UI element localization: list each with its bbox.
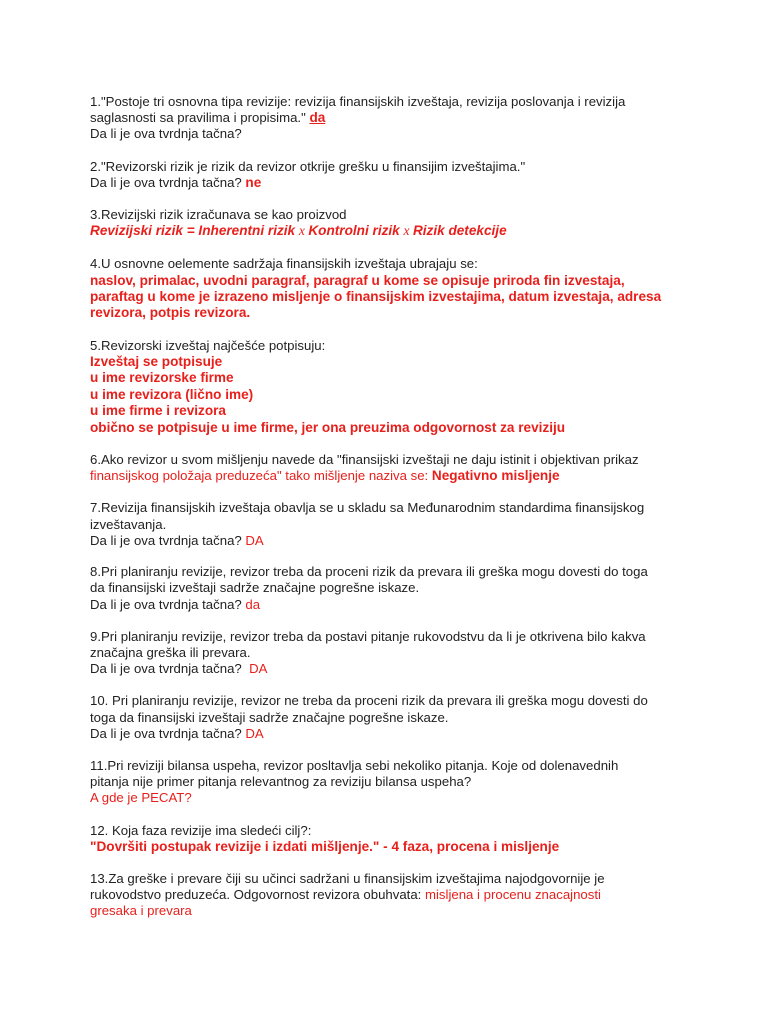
question-4-answer	[90, 273, 730, 322]
question-4-text: 4.U osnovne oelemente sadržaja finansijskih izveštaja ubrajaju se:	[90, 256, 478, 272]
question-10-text-line-1: 10. Pri planiranju revizije, revizor ne treba da proceni rizik da prevara ili greška mogu dovesti do	[90, 693, 648, 709]
question-8-answer: da	[245, 596, 261, 612]
question-11-answer: A gde je PECAT?	[90, 790, 192, 806]
question-5-answer-line-2: u ime revizorske firme	[90, 370, 234, 386]
formula-part-2: Kontrolni rizik	[308, 223, 404, 239]
question-1-text-line-1: 1."Postoje tri osnovna tipa revizije: revizija finansijskih izveštaja, revizija poslovanja i revizija	[90, 94, 626, 109]
question-1-answer: da	[309, 110, 326, 126]
question-2-text: 2."Revizorski rizik je rizik da revizor otkrije grešku u finansijim izveštajima."	[90, 158, 526, 174]
question-9-prompt: Da li je ova tvrdnja tačna?	[90, 661, 250, 677]
question-4	[90, 256, 730, 321]
question-2-prompt: Da li je ova tvrdnja tačna?	[90, 174, 246, 190]
question-7-text-line-2: izveštavanja.	[90, 516, 167, 532]
question-12-answer: "Dovršiti postupak revizije i izdati mišljenje." - 4 faza, procena i misljenje	[90, 838, 560, 854]
question-3-text: 3.Revizijski rizik izračunava se kao proizvod	[90, 207, 347, 223]
question-2	[90, 159, 730, 191]
question-1	[90, 94, 730, 143]
question-8-text-line-2: da finansijski izveštaji sadrže značajne pogrešne iskaze.	[90, 580, 420, 596]
question-9	[90, 629, 730, 678]
question-10-answer: DA	[245, 725, 264, 741]
question-11-text-line-2: pitanja nije primer pitanja relevantnog za reviziju bilansa uspeha?	[90, 774, 472, 790]
question-1-text-line-2: saglasnosti sa pravilima i propisima."	[90, 110, 310, 126]
multiply-sign-2: x	[403, 223, 413, 239]
question-8-text-line-1: 8.Pri planiranju revizije, revizor treba da proceni rizik da prevara ili greška mogu dovesti do toga	[90, 564, 648, 580]
question-7	[90, 500, 730, 549]
question-8-prompt: Da li je ova tvrdnja tačna?	[90, 596, 246, 612]
question-4-answer-line-1: naslov, primalac, uvodni paragraf, paragraf u kome se opisuje priroda fin izvestaja,	[90, 272, 625, 288]
formula-part-1: Revizijski rizik = Inherentni rizik	[90, 223, 299, 239]
document-page	[90, 94, 730, 936]
question-5-answer	[90, 354, 730, 436]
multiply-sign-1: x	[298, 223, 309, 239]
question-6-text-line-2: finansijskog položaja preduzeća" tako mišljenje naziva se:	[90, 468, 432, 484]
question-11-text-line-1: 11.Pri reviziji bilansa uspeha, revizor posltavlja sebi nekoliko pitanja. Koje od dolenavednih	[90, 757, 619, 773]
question-7-prompt: Da li je ova tvrdnja tačna?	[90, 532, 246, 548]
question-5-answer-line-3: u ime revizora (lično ime)	[90, 386, 254, 402]
question-5	[90, 338, 730, 436]
question-10-text-line-2: toga da finansijski izveštaji sadrže značajne pogrešne iskaze.	[90, 709, 449, 725]
question-9-answer: DA	[249, 661, 268, 677]
question-8	[90, 564, 730, 613]
question-7-text-line-1: 7.Revizija finansijskih izveštaja obavlja se u skladu sa Međunarodnim standardima finansijskog	[90, 500, 645, 516]
question-7-answer: DA	[245, 532, 264, 548]
question-5-text: 5.Revizorski izveštaj najčešće potpisuju:	[90, 337, 326, 353]
question-11	[90, 758, 730, 807]
question-6-text: 6.Ako revizor u svom mišljenju navede da "finansijski izveštaji ne daju istinit i objektivan prikaz	[90, 452, 639, 468]
question-12	[90, 823, 730, 855]
question-6	[90, 452, 730, 484]
question-9-text-line-2: značajna greška ili prevara.	[90, 644, 251, 660]
question-1-prompt: Da li je ova tvrdnja tačna?	[90, 126, 242, 142]
question-4-answer-line-2: paraftag u kome je izrazeno misljenje o finansijskim izvestajima, datum izvestaja, adresa	[90, 289, 662, 305]
question-5-answer-line-5: obično se potpisuje u ime firme, jer ona preuzima odgovornost za reviziju	[90, 419, 566, 435]
question-5-answer-line-1: Izveštaj se potpisuje	[90, 354, 223, 370]
question-12-text: 12. Koja faza revizije ima sledeći cilj?:	[90, 822, 312, 838]
question-13-text-line-1: 13.Za greške i prevare čiji su učinci sadržani u finansijskim izveštajima najodgovornije je	[90, 870, 605, 886]
question-13	[90, 871, 730, 920]
formula-part-3: Rizik detekcije	[412, 223, 507, 239]
question-13-answer-line-2: gresaka i prevara	[90, 903, 192, 919]
question-3	[90, 207, 730, 239]
question-4-answer-line-3: revizora, potpis revizora.	[90, 305, 251, 321]
question-6-answer: Negativno misljenje	[431, 468, 560, 484]
question-10	[90, 693, 730, 742]
question-9-text-line-1: 9.Pri planiranju revizije, revizor treba da postavi pitanje rukovodstvu da li je otkrivena bilo kakva	[90, 628, 646, 644]
question-10-prompt: Da li je ova tvrdnja tačna?	[90, 725, 246, 741]
question-3-formula	[90, 223, 730, 239]
question-5-answer-line-4: u ime firme i revizora	[90, 403, 226, 419]
question-13-answer-line-1: misljena i procenu znacajnosti	[425, 887, 601, 903]
question-2-answer: ne	[245, 174, 262, 190]
question-13-text-line-2: rukovodstvo preduzeća. Odgovornost revizora obuhvata:	[90, 887, 426, 903]
